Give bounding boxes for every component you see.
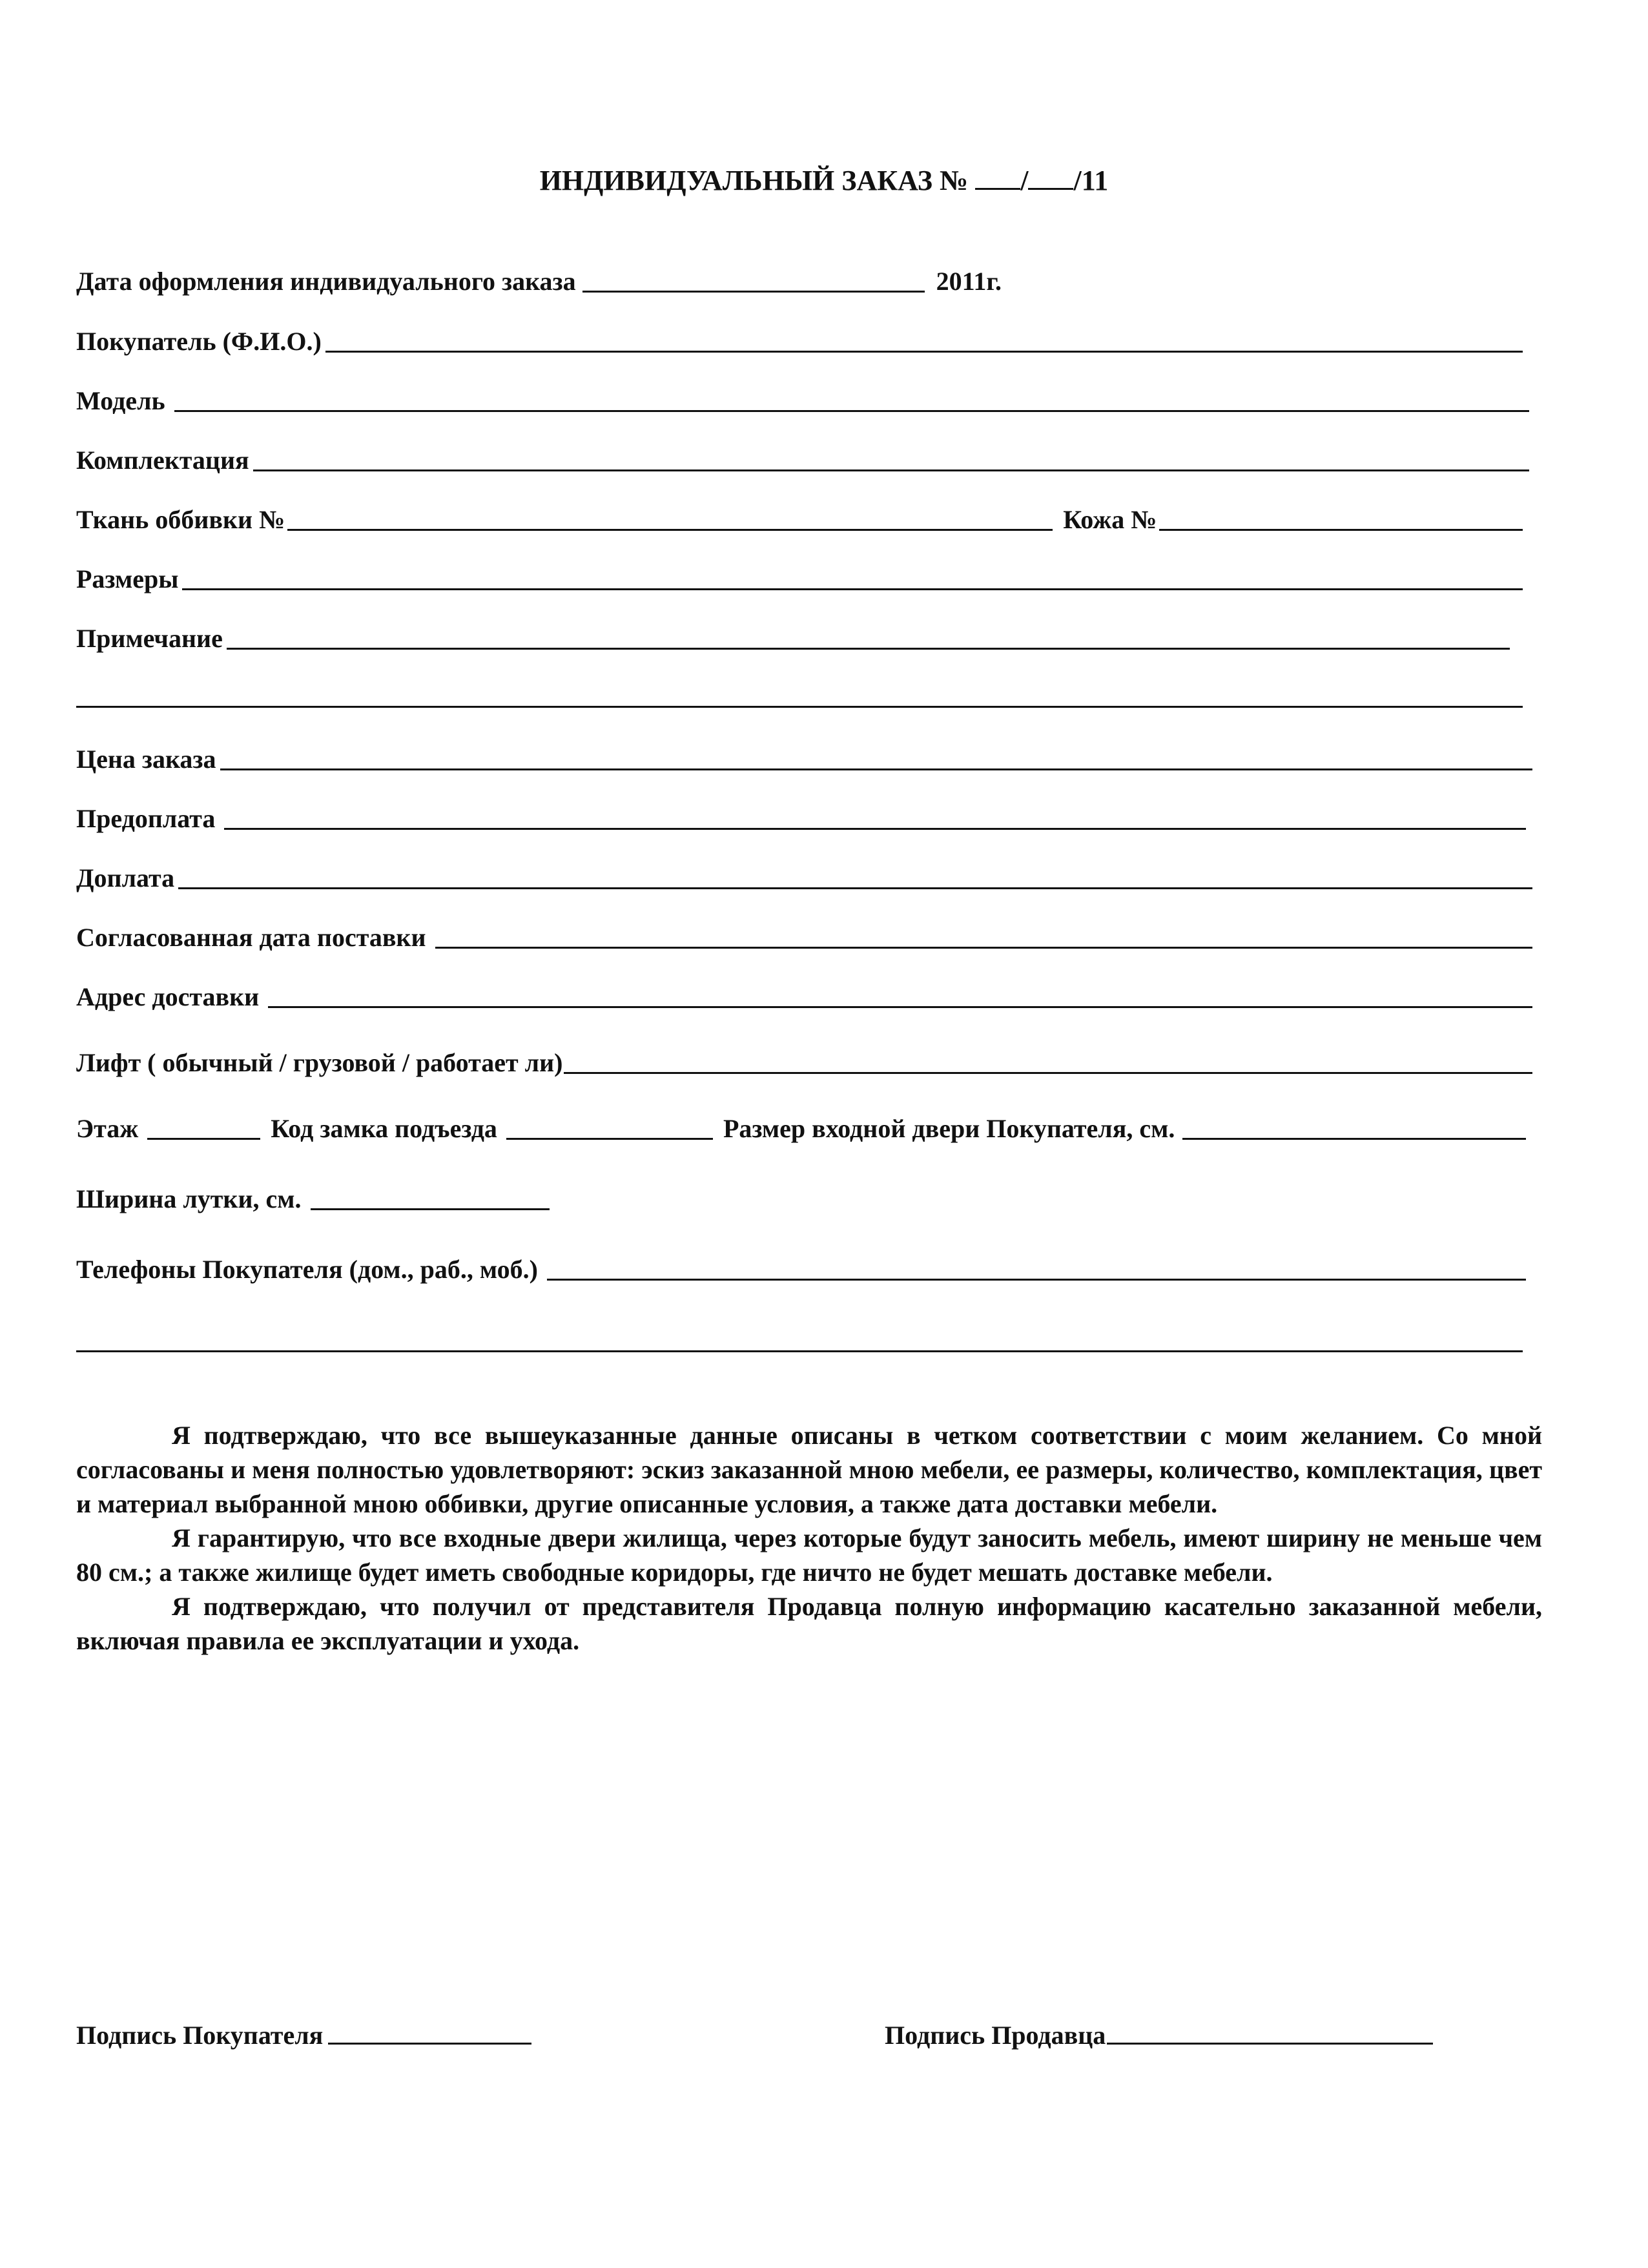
config-label: Комплектация [76, 446, 249, 475]
note-field[interactable] [227, 648, 1510, 650]
sizes-field[interactable] [182, 588, 1523, 590]
price-row [76, 743, 1532, 776]
door-code-field[interactable] [506, 1138, 713, 1140]
door-size-field[interactable] [1182, 1138, 1526, 1140]
extra-pay-label: Доплата [76, 863, 175, 892]
lift-field[interactable] [564, 1072, 1532, 1074]
fabric-row [76, 503, 1523, 537]
order-date-label: Дата оформления индивидуального заказа [76, 267, 576, 296]
phones-field[interactable] [547, 1279, 1526, 1281]
title-separator: / [1020, 165, 1029, 196]
order-date-row [76, 265, 1109, 298]
prepay-field[interactable] [224, 828, 1526, 830]
phones-label: Телефоны Покупателя (дом., раб., моб.) [76, 1255, 538, 1284]
buyer-signature-label: Подпись Покупателя [76, 2021, 324, 2050]
buyer-signature-row [76, 2017, 531, 2050]
title-prefix: ИНДИВИДУАЛЬНЫЙ ЗАКАЗ № [539, 165, 969, 196]
door-size-label: Размер входной двери Покупателя, см. [723, 1114, 1175, 1143]
seller-signature-row [885, 2017, 1433, 2050]
config-field[interactable] [253, 469, 1529, 471]
prepay-row [76, 802, 1526, 836]
lift-row [76, 1046, 1532, 1080]
form-title [0, 163, 1648, 197]
phones-extra-line[interactable] [76, 1350, 1523, 1352]
address-field[interactable] [268, 1006, 1532, 1008]
buyer-label: Покупатель (Ф.И.О.) [76, 327, 322, 356]
leather-label: Кожа № [1063, 505, 1157, 534]
delivery-date-field[interactable] [435, 947, 1532, 949]
fabric-label: Ткань оббивки № [76, 505, 285, 534]
sizes-row [76, 562, 1523, 596]
door-code-label: Код замка подъезда [271, 1114, 497, 1143]
delivery-date-row [76, 921, 1532, 954]
fabric-field[interactable] [287, 529, 1053, 531]
note-row [76, 622, 1510, 655]
buyer-row [76, 325, 1523, 358]
seller-signature-label: Подпись Продавца [885, 2021, 1106, 2050]
extra-pay-row [76, 861, 1532, 895]
lift-label: Лифт ( обычный / грузовой / работает ли) [76, 1048, 563, 1077]
price-field[interactable] [220, 768, 1532, 770]
statement-paragraph-1: Я подтверждаю, что все вышеуказанные данные описаны в четком соответствии с моим желанием. Со мной согласованы и меня полностью удовлетворяют: эскиз заказанной мною мебели, ее размеры, количество, комплектация, цвет и материал выбранной мною оббивки, другие описанные условия, а также дата доставки мебели. [76, 1421, 1542, 1518]
statement-paragraph-3: Я подтверждаю, что получил от представителя Продавца полную информацию касательно заказанной мебели, включая правила ее эксплуатации и ухода. [76, 1592, 1542, 1655]
sizes-label: Размеры [76, 564, 179, 593]
note-extra-line[interactable] [76, 706, 1523, 708]
order-number-blank-2[interactable] [1028, 163, 1073, 190]
order-date-year: 2011г. [936, 267, 1002, 296]
floor-label: Этаж [76, 1114, 139, 1143]
model-field[interactable] [174, 410, 1529, 412]
address-row [76, 980, 1532, 1014]
config-row [76, 444, 1529, 477]
buyer-statement [76, 1418, 1542, 1658]
floor-field[interactable] [147, 1138, 260, 1140]
hatch-width-row [76, 1182, 722, 1216]
leather-field[interactable] [1159, 529, 1523, 531]
address-label: Адрес доставки [76, 982, 260, 1011]
price-label: Цена заказа [76, 745, 216, 774]
buyer-field[interactable] [325, 351, 1523, 353]
extra-pay-field[interactable] [178, 887, 1532, 889]
order-number-blank-1[interactable] [975, 163, 1020, 190]
floor-row [76, 1112, 1526, 1146]
buyer-signature-field[interactable] [328, 2043, 531, 2045]
order-date-field[interactable] [582, 291, 925, 293]
delivery-date-label: Согласованная дата поставки [76, 923, 426, 952]
statement-paragraph-2: Я гарантирую, что все входные двери жилища, через которые будут заносить мебель, имеют ширину не меньше чем 80 см.; а также жилище будет иметь свободные коридоры, где ничто не будет мешать доставке мебели. [76, 1523, 1542, 1587]
prepay-label: Предоплата [76, 804, 216, 833]
model-row [76, 384, 1529, 418]
phones-row [76, 1253, 1526, 1286]
seller-signature-field[interactable] [1107, 2043, 1433, 2045]
title-suffix: /11 [1073, 165, 1109, 196]
model-label: Модель [76, 386, 165, 415]
hatch-width-label: Ширина лутки, см. [76, 1184, 302, 1213]
hatch-width-field[interactable] [311, 1208, 550, 1210]
note-label: Примечание [76, 624, 223, 653]
